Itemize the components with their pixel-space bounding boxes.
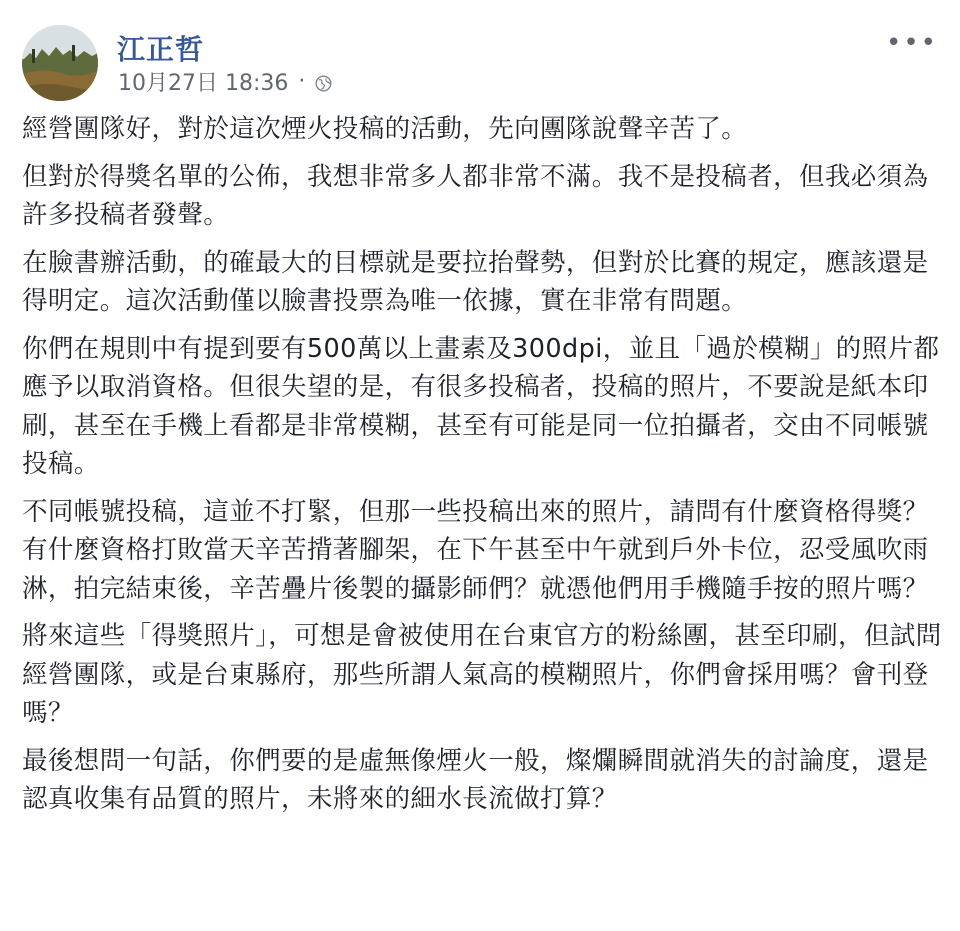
paragraph: 最後想問一句話，你們要的是虛無像煙火一般，燦爛瞬間就消失的討論度，還是認真收集有品質的照片，未將來的細水長流做打算？ — [22, 745, 929, 814]
post-timestamp[interactable]: 10月27日 18:36 — [118, 71, 289, 96]
meta-separator: · — [298, 69, 306, 94]
post-body — [22, 110, 947, 828]
paragraph: 但對於得獎名單的公佈，我想非常多人都非常不滿。我不是投稿者，但我必須為許多投稿者發聲。 — [22, 161, 929, 230]
post-meta — [118, 66, 332, 97]
globe-icon[interactable] — [315, 73, 332, 90]
author-name-link[interactable]: 江正哲 — [117, 33, 205, 66]
avatar-landscape-image — [22, 25, 98, 101]
paragraph: 將來這些「得獎照片」，可想是會被使用在台東官方的粉絲團，甚至印刷，但試問經營團隊，或是台東縣府，那些所謂人氣高的模糊照片，你們會採用嗎？會刊登嗎？ — [22, 621, 942, 728]
more-options-icon[interactable]: ••• — [885, 28, 938, 58]
paragraph: 你們在規則中有提到要有500萬以上畫素及300dpi，並且「過於模糊」的照片都應予以取消資格。但很失望的是，有很多投稿者，投稿的照片，不要說是紙本印刷，甚至在手機上看都是非常模糊，甚至有可能是同一位拍攝者，交由不同帳號投稿。 — [22, 333, 940, 479]
avatar[interactable] — [22, 25, 98, 101]
paragraph: 經營團隊好，對於這次煙火投稿的活動，先向團隊說聲辛苦了。 — [22, 114, 748, 144]
paragraph: 不同帳號投稿，這並不打緊，但那一些投稿出來的照片，請問有什麼資格得獎？有什麼資格打敗當天辛苦揹著腳架，在下午甚至中午就到戶外卡位，忍受風吹雨淋，拍完結束後，辛苦疊片後製的攝影師們？就憑他們用手機隨手按的照片嗎？ — [22, 496, 929, 604]
paragraph: 在臉書辦活動，的確最大的目標就是要拉抬聲勢，但對於比賽的規定，應該還是得明定。這次活動僅以臉書投票為唯一依據，實在非常有問題。 — [22, 247, 929, 316]
